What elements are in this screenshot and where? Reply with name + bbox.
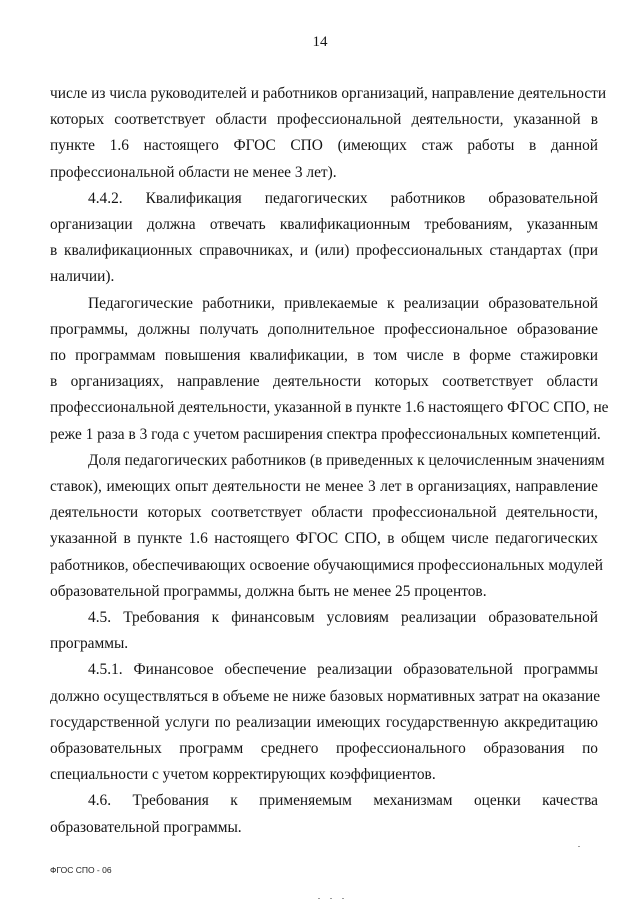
text-line: государственной услуги по реализации имеющих государственную аккредитацию bbox=[50, 713, 598, 731]
text-line: профессиональной деятельности, указанной в пункте 1.6 настоящего ФГОС СПО, не bbox=[50, 399, 609, 417]
text-line: числе из числа руководителей и работников организаций, направление деятельности bbox=[50, 85, 607, 102]
scan-artifact bbox=[318, 898, 320, 899]
paragraph bbox=[50, 291, 609, 448]
text-line: наличии). bbox=[50, 268, 115, 286]
text-line: 4.5.1. Финансовое обеспечение реализации образовательной программы bbox=[88, 661, 598, 679]
paragraph bbox=[50, 81, 607, 186]
text-line: 4.5. Требования к финансовым условиям реализации образовательной bbox=[88, 609, 598, 627]
paragraph bbox=[50, 186, 598, 291]
text-line: образовательной программы, должна быть не менее 25 процентов. bbox=[50, 582, 487, 600]
text-line: организации должна отвечать квалификационным требованиям, указанным bbox=[50, 216, 598, 234]
text-line: в организациях, направление деятельности которых соответствует области bbox=[50, 373, 598, 391]
paragraph bbox=[50, 605, 598, 657]
paragraph bbox=[50, 448, 605, 605]
text-line: реже 1 раза в 3 года с учетом расширения спектра профессиональных компетенций. bbox=[50, 425, 601, 443]
paragraph bbox=[50, 788, 598, 840]
text-line: Педагогические работники, привлекаемые к реализации образовательной bbox=[88, 294, 598, 312]
paragraph bbox=[50, 657, 601, 788]
text-line: 4.4.2. Квалификация педагогических работников образовательной bbox=[88, 189, 598, 207]
text-line: деятельности которых соответствует области профессиональной деятельности, bbox=[50, 504, 598, 522]
text-line: должно осуществляться в объеме не ниже базовых нормативных затрат на оказание bbox=[50, 687, 601, 705]
text-line: программы. bbox=[50, 635, 129, 653]
text-line: ставок), имеющих опыт деятельности не менее 3 лет в организациях, направление bbox=[50, 478, 598, 496]
page-number: 14 bbox=[312, 34, 328, 50]
text-line: указанной в пункте 1.6 настоящего ФГОС СПО, в общем числе педагогических bbox=[50, 530, 598, 548]
text-line: по программам повышения квалификации, в том числе в форме стажировки bbox=[50, 347, 598, 365]
text-line: пункте 1.6 настоящего ФГОС СПО (имеющих стаж работы в данной bbox=[50, 137, 598, 155]
scan-artifact bbox=[342, 898, 344, 899]
text-line: образовательной программы. bbox=[50, 818, 242, 836]
text-line: программы, должны получать дополнительное профессиональное образование bbox=[50, 320, 598, 338]
text-line: в квалификационных справочниках, и (или) профессиональных стандартах (при bbox=[50, 242, 598, 260]
text-line: специальности с учетом корректирующих коэффициентов. bbox=[50, 766, 436, 784]
text-line: профессиональной области не менее 3 лет). bbox=[50, 163, 337, 181]
text-line: которых соответствует области профессиональной деятельности, указанной в bbox=[50, 111, 598, 129]
text-line: работников, обеспечивающих освоение обучающимися профессиональных модулей bbox=[50, 556, 603, 574]
document-body bbox=[50, 81, 609, 841]
footer-code: ФГОС СПО - 06 bbox=[50, 865, 112, 875]
text-line: Доля педагогических работников (в приведенных к целочисленным значениям bbox=[88, 451, 605, 469]
text-line: 4.6. Требования к применяемым механизмам оценки качества bbox=[88, 792, 598, 810]
scan-artifact bbox=[330, 898, 332, 899]
scan-artifact bbox=[578, 846, 580, 847]
text-line: образовательных программ среднего профессионального образования по bbox=[50, 740, 598, 758]
